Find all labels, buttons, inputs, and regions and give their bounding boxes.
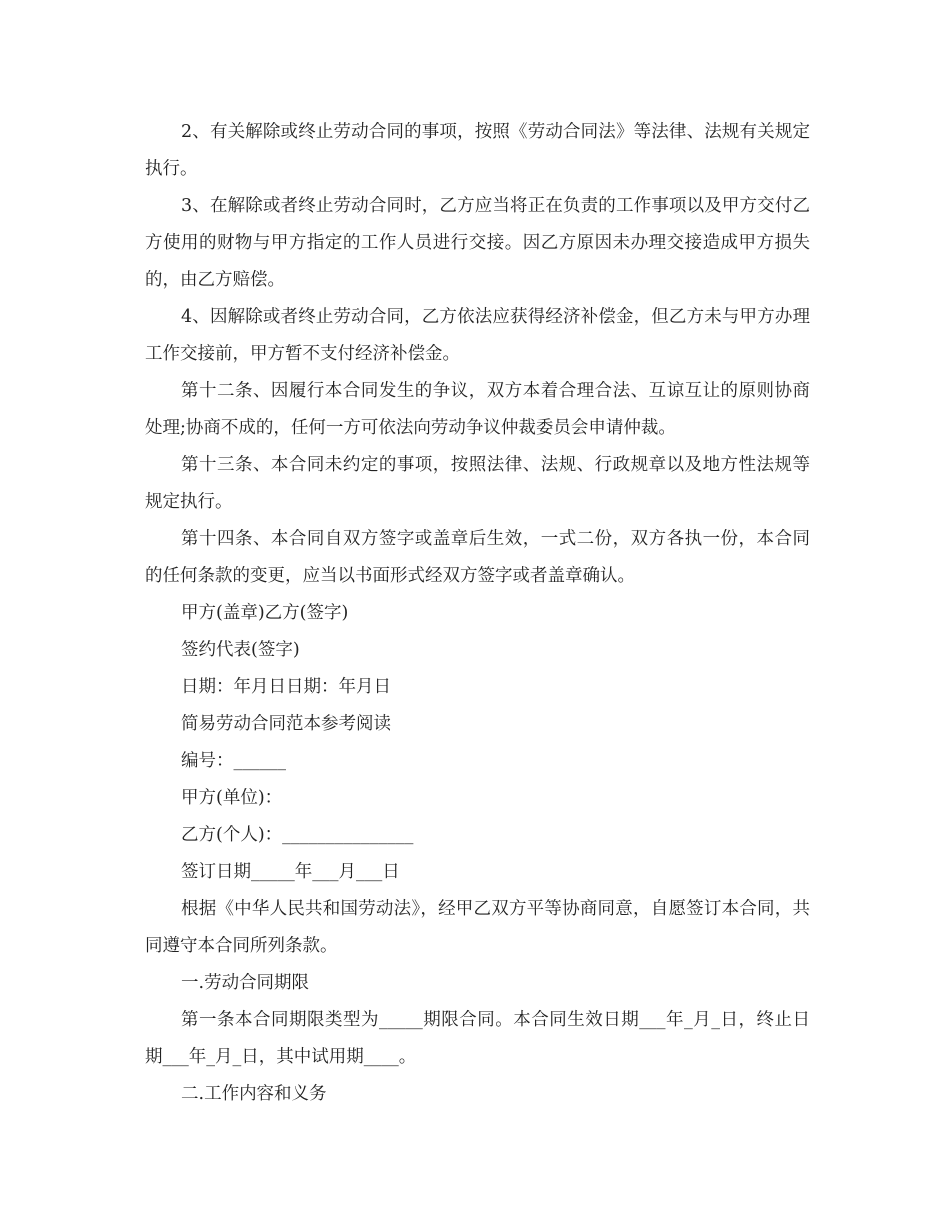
paragraph-clause-3: 3、在解除或者终止劳动合同时，乙方应当将正在负责的工作事项以及甲方交付乙方使用的财物与甲方指定的工作人员进行交接。因乙方原因未办理交接造成甲方损失的，由乙方赔偿。 <box>145 196 810 290</box>
paragraph-clause-4: 4、因解除或者终止劳动合同，乙方依法应获得经济补偿金，但乙方未与甲方办理工作交接前，甲方暂不支付经济补偿金。 <box>145 307 810 364</box>
paragraph-clause-2: 2、有关解除或终止劳动合同的事项，按照《劳动合同法》等法律、法规有关规定执行。 <box>145 122 810 179</box>
signing-date-line: 签订日期_____年___月___日 <box>181 862 400 882</box>
paragraph-article-14: 第十四条、本合同自双方签字或盖章后生效，一式二份，双方各执一份，本合同的任何条款的变更，应当以书面形式经双方签字或者盖章确认。 <box>145 529 810 586</box>
heading-work-content: 二.工作内容和义务 <box>181 1084 327 1104</box>
paragraph-article-12: 第十二条、因履行本合同发生的争议，双方本着合理合法、互谅互让的原则协商处理;协商不成的，任何一方可依法向劳动争议仲裁委员会申请仲裁。 <box>145 381 810 438</box>
document-body <box>145 114 810 1113</box>
section-title-reference: 简易劳动合同范本参考阅读 <box>181 714 391 734</box>
signature-parties: 甲方(盖章)乙方(签字) <box>181 603 349 623</box>
heading-contract-term: 一.劳动合同期限 <box>181 973 310 993</box>
party-b-line: 乙方(个人)：_______________ <box>181 825 414 845</box>
signature-representative: 签约代表(签字) <box>181 640 300 660</box>
paragraph-preamble: 根据《中华人民共和国劳动法》，经甲乙双方平等协商同意，自愿签订本合同，共同遵守本合同所列条款。 <box>145 899 810 956</box>
party-a-line: 甲方(单位)： <box>181 788 283 808</box>
paragraph-article-13: 第十三条、本合同未约定的事项，按照法律、法规、行政规章以及地方性法规等规定执行。 <box>145 455 810 512</box>
contract-number-line: 编号：______ <box>181 751 286 771</box>
paragraph-article-1: 第一条本合同期限类型为_____期限合同。本合同生效日期___年_月_日，终止日期___年_月_日，其中试用期____。 <box>145 1010 810 1067</box>
signature-dates: 日期：年月日日期：年月日 <box>181 677 391 697</box>
